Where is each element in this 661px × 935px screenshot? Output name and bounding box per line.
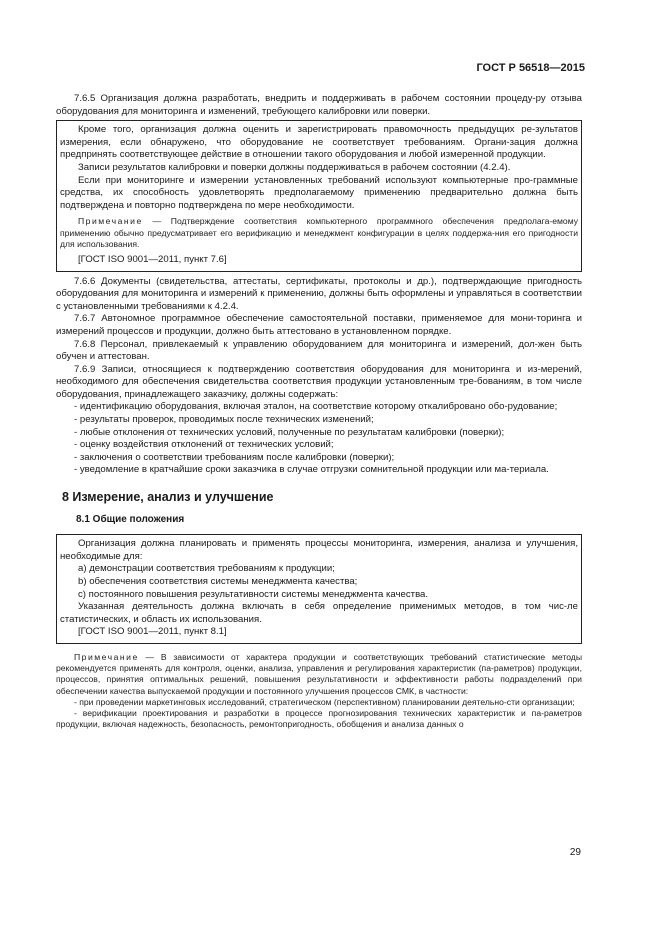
box1-note <box>60 216 578 250</box>
list-item: - верификации проектирования и разработки в процессе прогнозирования технических характеристик и па-раметров продукции, включая надежность, безопасность, ремонтопригодность, обобщения и анализа данных о <box>56 708 582 730</box>
page-number: 29 <box>569 847 581 858</box>
list-item: - идентификацию оборудования, включая эталон, на соответствие которому откалибровано обо-рудование; <box>74 401 558 413</box>
box2-paragraph-1: Организация должна планировать и применять процессы мониторинга, измерения, анализа и улучшения, необходимые для: <box>60 538 578 562</box>
paragraph-7-6-6: 7.6.6 Документы (свидетельства, аттестаты, сертификаты, протоколы и др.), подтверждающие пригодность оборудования для мониторинга и измерений к применению, должны быть оформлены и управляться в соответствии с установленными требованиями к 4.2.4. <box>56 275 582 312</box>
note-statistical-methods <box>56 652 582 697</box>
section-8-1-heading: 8.1 Общие положения <box>76 513 185 525</box>
paragraph-7-6-9: 7.6.9 Записи, относящиеся к подтверждению соответствия оборудования для мониторинга и из-мерений, необходимого для обеспечения свидетельства соответствия продукции установленным тре-бованиям, в том числе оборудования, принадлежащего заказчику, должны содержать: <box>56 363 582 400</box>
box2-reference: [ГОСТ ISO 9001—2011, пункт 8.1] <box>78 626 227 638</box>
page-body <box>56 93 582 730</box>
box1-reference: [ГОСТ ISO 9001—2011, пункт 7.6] <box>78 253 227 265</box>
note2-text: — В зависимости от характера продукции и соответствующих требований статистические методы рекомендуется применять для контроля, оценки, анализа, управления и регулирования характеристик (па-раметров) продукции, процессов, принятия оптимальных решений, повышения результативности и эффективности работы подразделений при обеспечении качества выпускаемой продукции и постоянного улучшения процессов СМК, в частности: <box>56 651 582 696</box>
list-item: - оценку воздействия отклонений от технических условий; <box>74 439 334 451</box>
list-item: - уведомление в кратчайшие сроки заказчика в случае отгрузки сомнительной продукции или ма-териала. <box>74 464 549 476</box>
box1-note-text: — Подтверждение соответствия компьютерного программного обеспечения предполага-емому применению обычно предусматривает его верификацию и менеджмент конфигурации в целях поддержа-ния его пригодности для использования. <box>60 216 578 249</box>
box2-paragraph-2: Указанная деятельность должна включать в себя определение применимых методов, в том чис-ле статистических, и область их использования. <box>60 601 578 625</box>
box1-paragraph-2: Записи результатов калибровки и поверки должны поддерживаться в рабочем состоянии (4.2.4). <box>78 161 511 173</box>
list-item: - при проведении маркетинговых исследований, стратегическом (перспективном) планировании деятельно-сти организации; <box>74 696 575 707</box>
paragraph-7-6-5: 7.6.5 Организация должна разработать, внедрить и поддерживать в рабочем состоянии процеду-ру отзыва оборудования для мониторинга и изменений, требующего калибровки или поверки. <box>56 93 582 117</box>
list-item: c) постоянного повышения результативности системы менеджмента качества. <box>78 588 429 600</box>
paragraph-7-6-8: 7.6.8 Персонал, привлекаемый к управлению оборудованием для мониторинга и измерений, дол-жен быть обучен и аттестован. <box>56 338 582 363</box>
paragraph-7-6-7: 7.6.7 Автономное программное обеспечение самостоятельной поставки, применяемое для мони-торинга и измерений процессов и продукции, должно быть аттестовано в установленном порядке. <box>56 313 582 337</box>
box1-note-label: Примечание <box>78 216 143 227</box>
list-item: b) обеспечения соответствия системы менеджмента качества; <box>78 576 358 588</box>
note2-label: Примечание <box>74 651 139 662</box>
quoted-standard-box-2 <box>56 534 582 644</box>
quoted-standard-box-1 <box>56 120 582 271</box>
list-item: a) демонстрации соответствия требованиям к продукции; <box>78 563 335 575</box>
section-8-heading: 8 Измерение, анализ и улучшение <box>62 490 274 505</box>
box1-paragraph-1: Кроме того, организация должна оценить и зарегистрировать правомочность предыдущих ре-зультатов измерения, если обнаружено, что оборудование не соответствует требованиям. Органи-зация должна предпринять соответствующее действие в отношении такого оборудования и любой измеренной продукции. <box>60 124 578 161</box>
list-item: - любые отклонения от технических условий, полученные по результатам калибровки (поверки); <box>74 426 505 438</box>
document-id-header: ГОСТ Р 56518—2015 <box>476 62 585 74</box>
list-item: - результаты проверок, проводимых после технических изменений; <box>74 414 374 426</box>
list-item: - заключения о соответствии требованиям после калибровки (поверки); <box>74 451 395 463</box>
box1-paragraph-3: Если при мониторинге и измерении установленных требований используют компьютерные про-граммные средства, их способность удовлетворять предполагаемому применению предварительно должна быть подтверждена и повторно подтверждена по мере необходимости. <box>60 174 578 211</box>
